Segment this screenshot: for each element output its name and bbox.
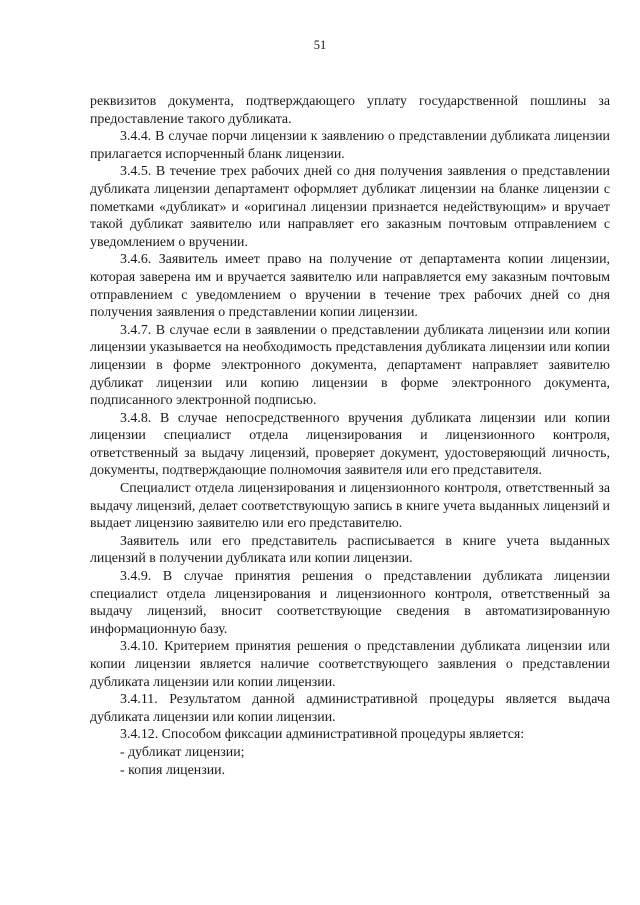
paragraph-3-4-7: 3.4.7. В случае если в заявлении о представлении дубликата лицензии или копии лицензии указывается на необходимость представления дубликата лицензии или копии лицензии в форме электронного документа, департамент направляет заявителю дубликат лицензии или копию лицензии в форме электронного документа, подписанного электронной подписью. [90,322,610,409]
paragraph-3-4-5: 3.4.5. В течение трех рабочих дней со дня получения заявления о представлении дубликата лицензии департамент оформляет дубликат лицензии на бланке лицензии с пометками «дубликат» и «оригинал лицензии признается недействующим» и вручает такой дубликат заявителю или направляет его заказным почтовым отправлением с уведомлением о вручении. [90,164,610,250]
paragraph-continuation: реквизитов документа, подтверждающего уплату государственной пошлины за предоставление такого дубликата. [90,94,610,127]
paragraph-3-4-10: 3.4.10. Критерием принятия решения о представлении дубликата лицензии или копии лицензии является наличие соответствующего заявления о представлении дубликата лицензии или копии лицензии. [90,639,610,690]
list-item-duplicate: - дубликат лицензии; [120,744,245,760]
list-item-copy: - копия лицензии. [120,762,226,778]
paragraph-3-4-4: 3.4.4. В случае порчи лицензии к заявлению о представлении дубликата лицензии прилагается испорченный бланк лицензии. [90,129,610,162]
paragraph-3-4-12: 3.4.12. Способом фиксации административной процедуры является: [120,727,525,743]
document-body [90,93,610,779]
paragraph-3-4-9: 3.4.9. В случае принятия решения о представлении дубликата лицензии специалист отдела лицензирования и лицензионного контроля, ответственный за выдачу лицензий, вносит соответствующие сведения в автоматизированную информационную базу. [90,569,610,637]
paragraph-specialist: Специалист отдела лицензирования и лицензионного контроля, ответственный за выдачу лицензий, делает соответствующую запись в книге учета выданных лицензий и выдает лицензию заявителю или его представителю. [90,481,610,532]
page-number: 51 [313,38,327,52]
paragraph-3-4-11: 3.4.11. Результатом данной административной процедуры является выдача дубликата лицензии или копии лицензии. [90,692,610,725]
paragraph-3-4-6: 3.4.6. Заявитель имеет право на получение от департамента копии лицензии, которая заверена им и вручается заявителю или направляется ему заказным почтовым отправлением с уведомлением о вручении в течение трех рабочих дней со дня получения заявления о представлении копии лицензии. [90,252,610,321]
paragraph-3-4-8: 3.4.8. В случае непосредственного вручения дубликата лицензии или копии лицензии специалист отдела лицензирования и лицензионного контроля, ответственный за выдачу лицензий, проверяет документ, удостоверяющий личность, документы, подтверждающие полномочия заявителя или его представителя. [90,410,610,479]
paragraph-applicant: Заявитель или его представитель расписывается в книге учета выданных лицензий в получении дубликата или копии лицензии. [90,533,610,567]
